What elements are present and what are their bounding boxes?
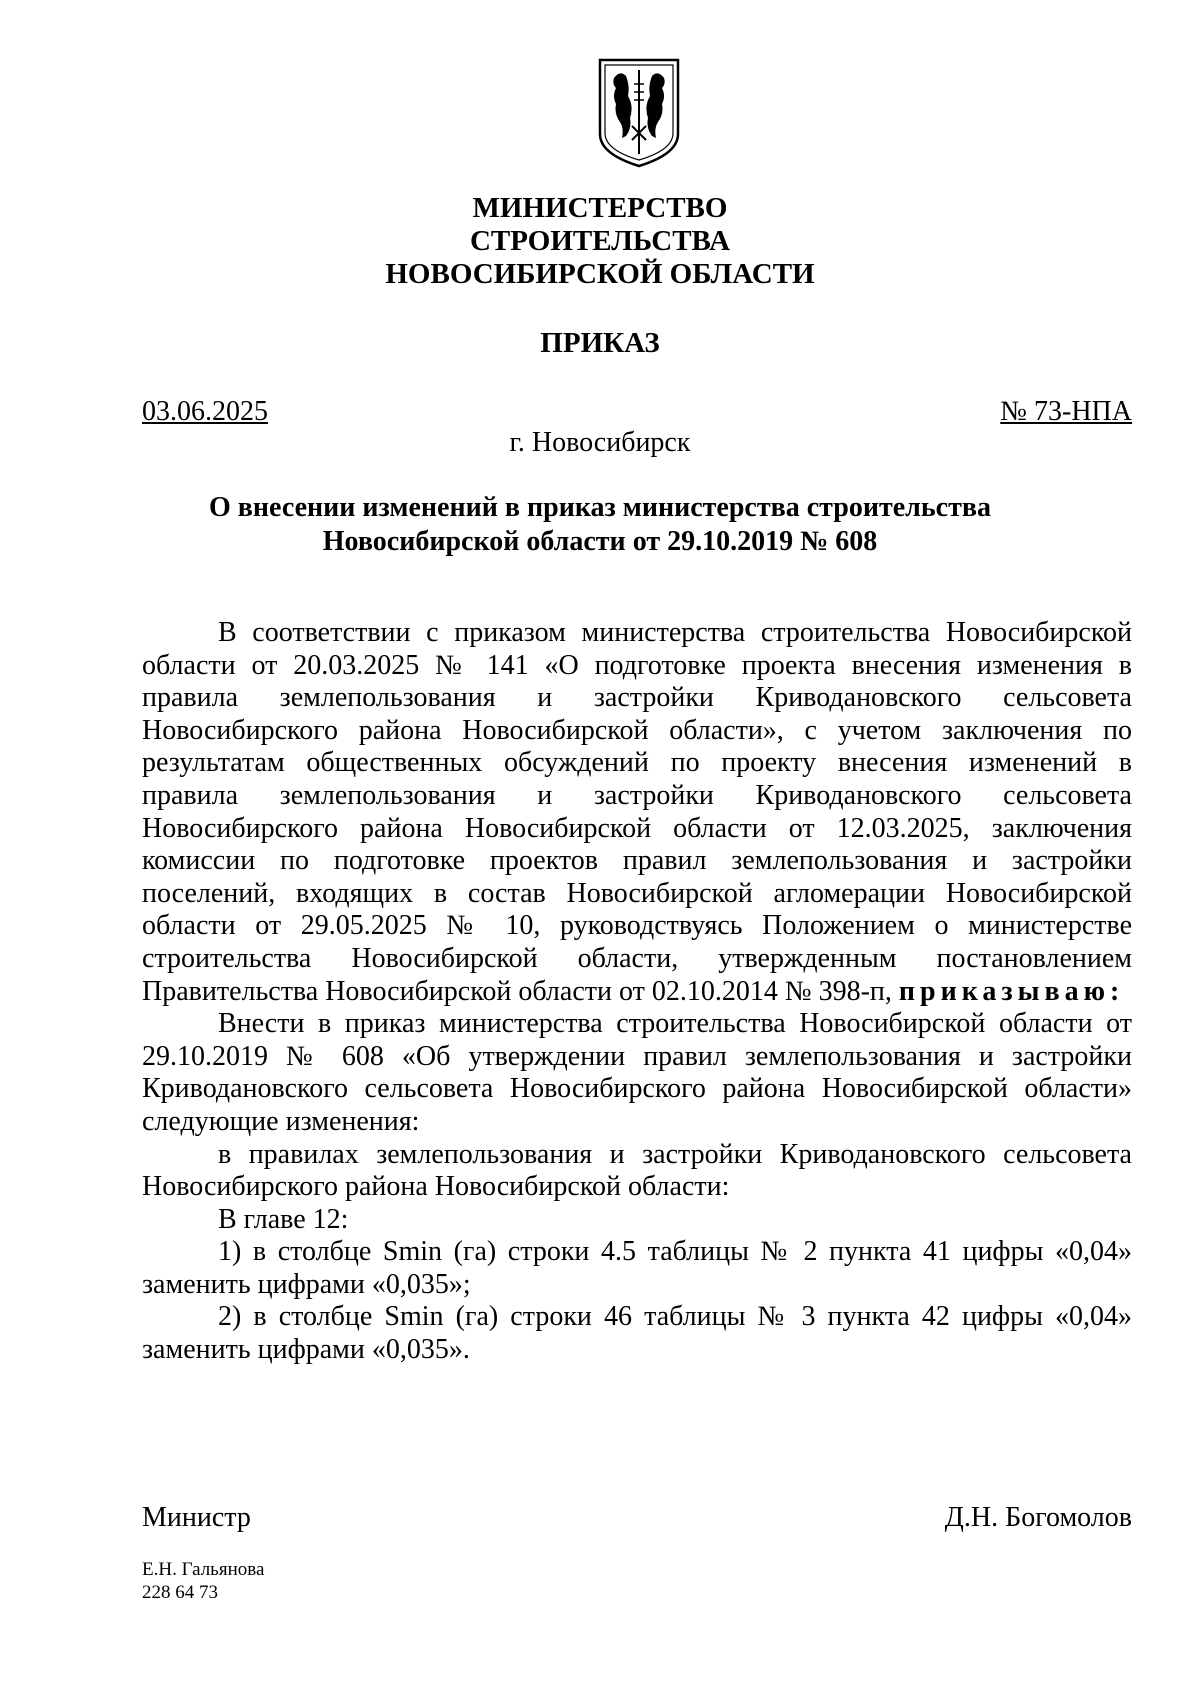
executor-name: Е.Н. Гальянова [142,1559,265,1580]
order-directive: приказываю: [898,975,1125,1007]
preamble-text: В соответствии с приказом министерства строительства Новосибирской области от 20.03.2025 № 141 «О подготовке проекта внесения изменения в правила землепользования и застройки Криводановского сельсовета Новосибирского района Новосибирской области», с учетом заключения по результатам общественных обсуждений по проекту внесения изменений в правила землепользования и застройки Криводановского сельсовета Новосибирского района Новосибирской области от 12.03.2025, заключения комиссии по подготовке проектов правил землепользования и застройки поселений, входящих в состав Новосибирской агломерации Новосибирской области от 29.05.2025 № 10, руководствуясь Положением о министерстве строительства Новосибирской области, утвержденным постановлением Правительства Новосибирской области от 02.10.2014 № 398-п, [142,617,1132,1007]
order-subject-line-1: О внесении изменений в приказ министерства строительства [209,492,991,523]
paragraph-item-2: 2) в столбце Smin (га) строки 46 таблицы № 3 пункта 42 цифры «0,04» заменить цифрами «0,035». [142,1301,1132,1366]
ministry-header-line-1: МИНИСТЕРСТВО [472,192,728,224]
paragraph-chapter: В главе 12: [218,1203,349,1235]
order-title: ПРИКАЗ [540,327,660,359]
executor-phone: 228 64 73 [142,1582,218,1603]
order-subject-line-2: Новосибирской области от 29.10.2019 № 608 [322,526,878,557]
order-city: г. Новосибирск [509,427,691,458]
ministry-header [0,192,1200,291]
ministry-header-line-2: СТРОИТЕЛЬСТВА [469,225,731,257]
signature-name: Д.Н. Богомолов [944,1502,1132,1533]
order-date: 03.06.2025 [142,396,268,427]
signature-position: Министр [142,1502,251,1533]
order-body [142,617,1132,1367]
order-number: № 73-НПА [1000,396,1132,427]
paragraph-amendment: Внести в приказ министерства строительства Новосибирской области от 29.10.2019 № 608 «Об утверждении правил землепользования и застройки Криводановского сельсовета Новосибирского района Новосибирской области» следующие изменения: [142,1008,1132,1137]
paragraph-item-1: 1) в столбце Smin (га) строки 4.5 таблицы № 2 пункта 41 цифры «0,04» заменить цифрами «0,035»; [142,1236,1132,1300]
paragraph-preamble [142,617,1132,1008]
order-subject [0,491,1200,559]
novosibirsk-coat-of-arms-icon [594,56,684,170]
ministry-header-line-3: НОВОСИБИРСКОЙ ОБЛАСТИ [385,258,815,290]
executor-info [142,1558,264,1604]
paragraph-rules: в правилах землепользования и застройки Криводановского сельсовета Новосибирского района Новосибирской области: [142,1138,1132,1203]
